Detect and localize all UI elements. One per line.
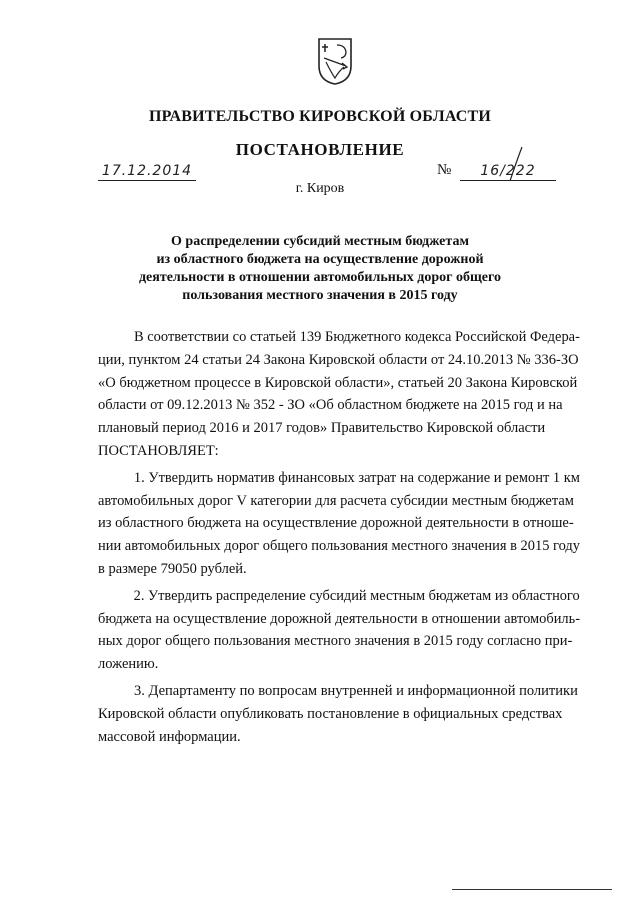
text-line: ции, пунктом 24 статьи 24 Закона Кировской области от 24.10.2013 № 336-ЗО bbox=[98, 351, 579, 368]
text-line: «О бюджетном процессе в Кировской области», статьей 20 Закона Кировской bbox=[98, 374, 578, 391]
text-line: нии автомобильных дорог общего пользования местного значения в 2015 году bbox=[98, 538, 580, 555]
text-line: плановый период 2016 и 2017 годов» Правительство Кировской области bbox=[98, 420, 546, 437]
subject-line: из областного бюджета на осуществление дорожной bbox=[156, 252, 484, 267]
document-type: ПОСТАНОВЛЕНИЕ bbox=[235, 140, 405, 159]
text-line: бюджета на осуществление дорожной деятельности в отношении автомобиль- bbox=[98, 610, 580, 627]
document-body bbox=[98, 326, 580, 748]
text-line: ПОСТАНОВЛЯЕТ: bbox=[98, 442, 219, 459]
text-line: В соответствии со статьей 139 Бюджетного кодекса Российской Федера- bbox=[133, 329, 580, 345]
subject-line: деятельности в отношении автомобильных дорог общего bbox=[138, 270, 502, 285]
text-line: в размере 79050 рублей. bbox=[98, 560, 247, 577]
organization-name: ПРАВИТЕЛЬСТВО КИРОВСКОЙ ОБЛАСТИ bbox=[148, 108, 492, 125]
document-number: 16/222 bbox=[460, 163, 556, 181]
text-line: автомобильных дорог V категории для расчета субсидии местным бюджетам bbox=[98, 492, 574, 509]
paragraph-item-3 bbox=[98, 680, 580, 748]
city: г. Киров bbox=[295, 181, 345, 196]
number-sign: № bbox=[437, 162, 452, 178]
text-line: ложению. bbox=[98, 656, 159, 673]
text-line: 3. Департаменту по вопросам внутренней и информационной политики bbox=[134, 682, 578, 699]
text-line: 1. Утвердить норматив финансовых затрат на содержание и ремонт 1 км bbox=[133, 469, 580, 486]
text-line: 2. Утвердить распределение субсидий местным бюджетам из областного bbox=[133, 587, 580, 604]
subject-line: О распределении субсидий местным бюджетам bbox=[171, 234, 469, 249]
text-line: массовой информации. bbox=[98, 728, 241, 745]
paragraph-item-2 bbox=[98, 585, 580, 676]
subject-line: пользования местного значения в 2015 году bbox=[182, 288, 458, 303]
handwritten-slash-stroke bbox=[508, 146, 524, 182]
paragraph-preamble bbox=[98, 326, 580, 463]
coat-of-arms-icon bbox=[316, 36, 354, 86]
text-line: из областного бюджета на осуществление дорожной деятельности в отноше- bbox=[98, 515, 574, 532]
text-line: области от 09.12.2013 № 352 - ЗО «Об областном бюджете на 2015 год и на bbox=[98, 397, 563, 414]
paragraph-item-1 bbox=[98, 467, 580, 581]
footer-rule bbox=[452, 889, 612, 890]
document-subject bbox=[100, 233, 540, 305]
text-line: ных дорог общего пользования местного значения в 2015 году согласно при- bbox=[98, 633, 573, 650]
document-date: 17.12.2014 bbox=[98, 163, 196, 181]
text-line: Кировской области опубликовать постановление в официальных средствах bbox=[98, 705, 563, 722]
